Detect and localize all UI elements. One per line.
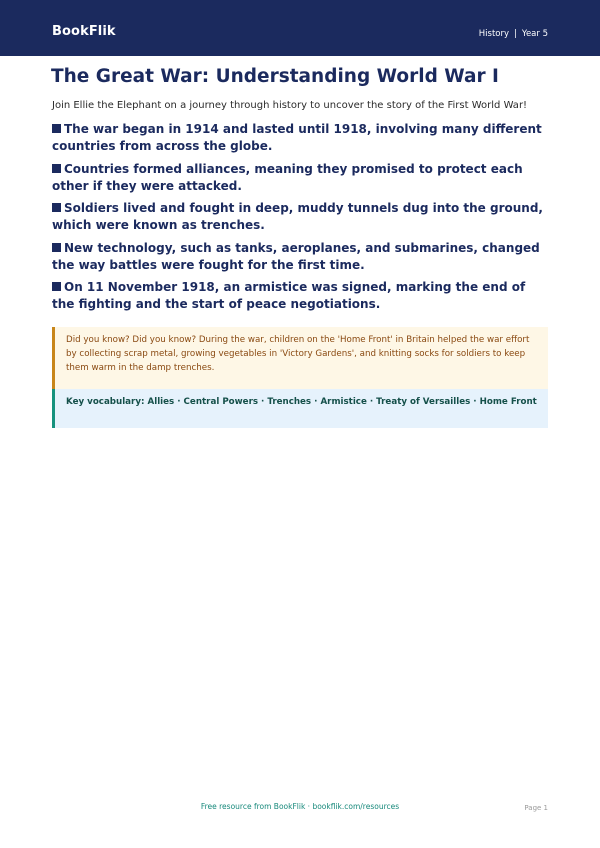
fact-item	[52, 200, 548, 234]
year-label: Year 5	[521, 29, 548, 39]
subject-label: History	[478, 29, 510, 39]
page-number: Page 1	[524, 804, 548, 812]
fact-text: Countries formed alliances, meaning they promised to protect each other if they were attacked.	[52, 161, 523, 193]
fact-text: On 11 November 1918, an armistice was signed, marking the end of the fighting and the start of peace negotiations.	[52, 280, 526, 311]
square-bullet-icon	[52, 124, 61, 133]
page-title: The Great War: Understanding World War I	[51, 66, 499, 87]
header-meta	[479, 28, 548, 40]
did-you-know-callout	[52, 327, 548, 389]
fact-item	[52, 240, 548, 274]
fact-list	[52, 121, 548, 319]
square-bullet-icon	[52, 203, 61, 212]
fact-item	[52, 161, 548, 195]
square-bullet-icon	[52, 282, 61, 291]
meta-separator: |	[514, 29, 517, 39]
top-header-bar	[0, 0, 600, 56]
brand-logo-text[interactable]: BookFlik	[52, 24, 116, 39]
key-vocabulary-text: Key vocabulary: Allies · Central Powers · Trenches · Armistice · Treaty of Versailles · Home Front	[66, 397, 537, 407]
fact-text: The war began in 1914 and lasted until 1918, involving many different countries from across the globe.	[52, 122, 542, 153]
fact-item	[52, 121, 548, 155]
key-vocabulary-callout	[52, 389, 548, 428]
intro-text: Join Ellie the Elephant on a journey through history to uncover the story of the First World War!	[52, 100, 528, 111]
fact-text: Soldiers lived and fought in deep, muddy tunnels dug into the ground, which were known as trenches.	[52, 201, 543, 232]
fact-item	[52, 279, 548, 313]
square-bullet-icon	[52, 164, 61, 173]
fact-text: New technology, such as tanks, aeroplanes, and submarines, changed the way battles were fought for the first time.	[52, 240, 540, 272]
footer-resource-link[interactable]: Free resource from BookFlik · bookflik.com/resources	[200, 802, 400, 811]
square-bullet-icon	[52, 243, 61, 252]
did-you-know-text: Did you know? Did you know? During the war, children on the 'Home Front' in Britain helped the war effort by collecting scrap metal, growing vegetables in 'Victory Gardens', and knitting socks for soldiers to keep them warm in the damp trenches.	[66, 335, 530, 373]
